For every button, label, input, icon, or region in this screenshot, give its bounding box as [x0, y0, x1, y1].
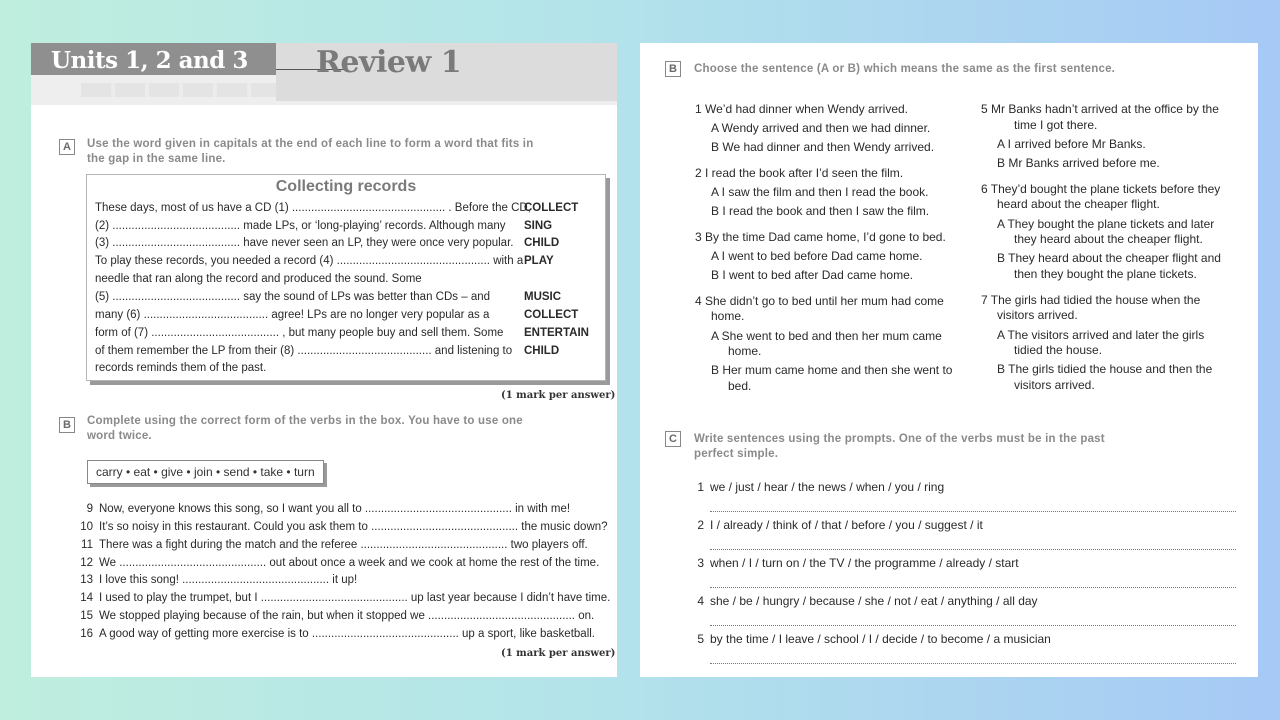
question-line-cont: home. [711, 309, 745, 323]
section-c-instructions [694, 432, 1105, 462]
item-number: 3 [697, 556, 704, 570]
question-line-cont: visitors arrived. [997, 308, 1078, 322]
question-line-cont: time I got there. [1014, 118, 1098, 132]
option-line: A I saw the film and then I read the book. [711, 185, 929, 199]
right-worksheet-page [640, 43, 1258, 677]
section-b-instructions [87, 414, 523, 444]
item-text: There was a fight during the match and the referee .............................................. two players off. [99, 539, 588, 551]
capital-word: CHILD [524, 237, 560, 249]
instruction-line: Write sentences using the prompts. One of the verbs must be in the past [694, 433, 1105, 445]
item-number: 2 [697, 518, 704, 532]
exercise-item [75, 539, 588, 551]
answer-line[interactable] [710, 663, 1236, 664]
item-text: by the time / I leave / school / I / decide / to become / a musician [710, 632, 1051, 646]
section-b-letter: B [59, 417, 75, 433]
capital-word: COLLECT [524, 202, 579, 214]
instruction-line: word twice. [87, 430, 152, 442]
capital-word: ENTERTAIN [524, 327, 589, 339]
option-line-cont: home. [728, 344, 762, 358]
item-text: she / be / hungry / because / she / not / eat / anything / all day [710, 594, 1038, 608]
question-line: 4 She didn’t go to bed until her mum had come [695, 294, 944, 308]
item-text: We .............................................. out about once a week and we cook at home the rest of the time. [99, 557, 600, 569]
answer-line[interactable] [710, 625, 1236, 626]
item-text: when / I / turn on / the TV / the programme / already / start [710, 556, 1019, 570]
instruction-line: perfect simple. [694, 448, 779, 460]
question-line: 2 I read the book after I’d seen the film. [695, 166, 904, 180]
option-line: A The visitors arrived and later the girls [997, 328, 1205, 342]
option-line-cont: visitors arrived. [1014, 378, 1095, 392]
collecting-records-box [86, 174, 606, 381]
item-text: Now, everyone knows this song, so I want you all to .............................................. in with me! [99, 503, 571, 515]
prompt-item [692, 556, 1019, 571]
option-line: B I read the book and then I saw the film. [711, 204, 930, 218]
text-line: To play these records, you needed a record (4) ................................................ with a [95, 255, 524, 267]
exercise-item [75, 610, 594, 622]
answer-line[interactable] [710, 587, 1236, 588]
item-number: 4 [697, 594, 704, 608]
exercise-item [75, 503, 570, 515]
question-line: 5 Mr Banks hadn’t arrived at the office by the [981, 102, 1219, 116]
item-number: 16 [80, 628, 93, 640]
item-text: We stopped playing because of the rain, but when it stopped we .............................................. on. [99, 610, 595, 622]
answer-line[interactable] [710, 549, 1236, 550]
text-line: (2) ........................................ made LPs, or ‘long-playing’ records. Although many [95, 220, 506, 232]
section-b-instruction: Choose the sentence (A or B) which means the same as the first sentence. [694, 63, 1116, 75]
option-line: B Mr Banks arrived before me. [997, 156, 1160, 170]
option-line-cont: bed. [728, 379, 752, 393]
question-line: 7 The girls had tidied the house when the [981, 293, 1201, 307]
text-line: needle that ran along the record and produced the sound. Some [95, 273, 422, 285]
item-number: 1 [697, 480, 704, 494]
option-line: A She went to bed and then her mum came [711, 329, 942, 343]
item-text: I / already / think of / that / before / you / suggest / it [710, 518, 983, 532]
capital-word: CHILD [524, 345, 560, 357]
left-worksheet-page [31, 43, 617, 677]
item-text: I used to play the trumpet, but I .............................................. up last year because I didn’t have time. [99, 592, 611, 604]
item-text: we / just / hear / the news / when / you / ring [710, 480, 945, 494]
option-line: B The girls tidied the house and then the [997, 362, 1213, 376]
text-line: records reminds them of the past. [95, 362, 267, 374]
option-line: A I arrived before Mr Banks. [997, 137, 1146, 151]
marks-note: (1 mark per answer) [501, 390, 616, 401]
verb-box: carry • eat • give • join • send • take • turn [87, 460, 324, 484]
exercise-item [75, 628, 595, 640]
instruction-line: the gap in the same line. [87, 153, 226, 165]
exercise-item [75, 574, 357, 586]
option-line: B They heard about the cheaper flight and [997, 251, 1221, 265]
capital-word: SING [524, 220, 553, 232]
text-line: (5) ........................................ say the sound of LPs was better than CDs – and [95, 291, 491, 303]
prompt-item [692, 518, 983, 533]
question-line: 6 They’d bought the plane tickets before they [981, 182, 1221, 196]
text-line: of them remember the LP from their (8) .......................................... and listening to [95, 345, 513, 357]
capital-word: PLAY [524, 255, 554, 267]
option-line: A I went to bed before Dad came home. [711, 249, 923, 263]
text-line: (3) ........................................ have never seen an LP, they were once very popular. [95, 237, 514, 249]
section-c-letter: C [665, 431, 681, 447]
option-line: B Her mum came home and then she went to [711, 363, 953, 377]
section-a-instructions [87, 137, 533, 167]
capital-word: COLLECT [524, 309, 579, 321]
question-line: 3 By the time Dad came home, I’d gone to bed. [695, 230, 946, 244]
instruction-line: Complete using the correct form of the verbs in the box. You have to use one [87, 415, 523, 427]
answer-line[interactable] [710, 511, 1236, 512]
item-number: 14 [80, 592, 93, 604]
option-line: B We had dinner and then Wendy arrived. [711, 140, 935, 154]
marks-note: (1 mark per answer) [501, 648, 616, 659]
item-text: It’s so noisy in this restaurant. Could you ask them to .............................................. the music down? [99, 521, 608, 533]
item-number: 11 [81, 539, 93, 551]
option-line: A They bought the plane tickets and later [997, 217, 1215, 231]
option-line-cont: they heard about the cheaper flight. [1014, 232, 1203, 246]
option-line: B I went to bed after Dad came home. [711, 268, 914, 282]
item-number: 9 [86, 503, 93, 515]
prompt-item [692, 594, 1038, 609]
item-number: 15 [80, 610, 93, 622]
option-line-cont: then they bought the plane tickets. [1014, 267, 1197, 281]
exercise-item [75, 521, 608, 533]
prompt-item [692, 632, 1051, 647]
item-text: A good way of getting more exercise is to .............................................. up a sport, like basketball. [99, 628, 595, 640]
question-line-cont: heard about the cheaper flight. [997, 197, 1160, 211]
option-line: A Wendy arrived and then we had dinner. [711, 121, 931, 135]
units-title: Units 1, 2 and 3 [51, 47, 248, 74]
box-title: Collecting records [275, 178, 417, 195]
text-line: These days, most of us have a CD (1) ................................................ . Before the CD, [95, 202, 531, 214]
text-line: many (6) ....................................... agree! LPs are no longer very popular as a [95, 309, 490, 321]
question-line: 1 We’d had dinner when Wendy arrived. [695, 102, 909, 116]
exercise-item [75, 557, 599, 569]
text-line: form of (7) ........................................ , but many people buy and sell them. Some [95, 327, 504, 339]
capital-word: MUSIC [524, 291, 562, 303]
item-text: I love this song! .............................................. it up! [99, 574, 358, 586]
item-number: 5 [697, 632, 704, 646]
review-title: Review 1 [316, 45, 462, 80]
item-number: 12 [80, 557, 93, 569]
option-line-cont: tidied the house. [1014, 343, 1103, 357]
item-number: 13 [80, 574, 93, 586]
section-b-letter: B [665, 61, 681, 77]
exercise-item [75, 592, 610, 604]
instruction-line: Use the word given in capitals at the end of each line to form a word that fits in [87, 138, 534, 150]
section-a-letter: A [59, 139, 75, 155]
prompt-item [692, 480, 944, 495]
item-number: 10 [80, 521, 93, 533]
